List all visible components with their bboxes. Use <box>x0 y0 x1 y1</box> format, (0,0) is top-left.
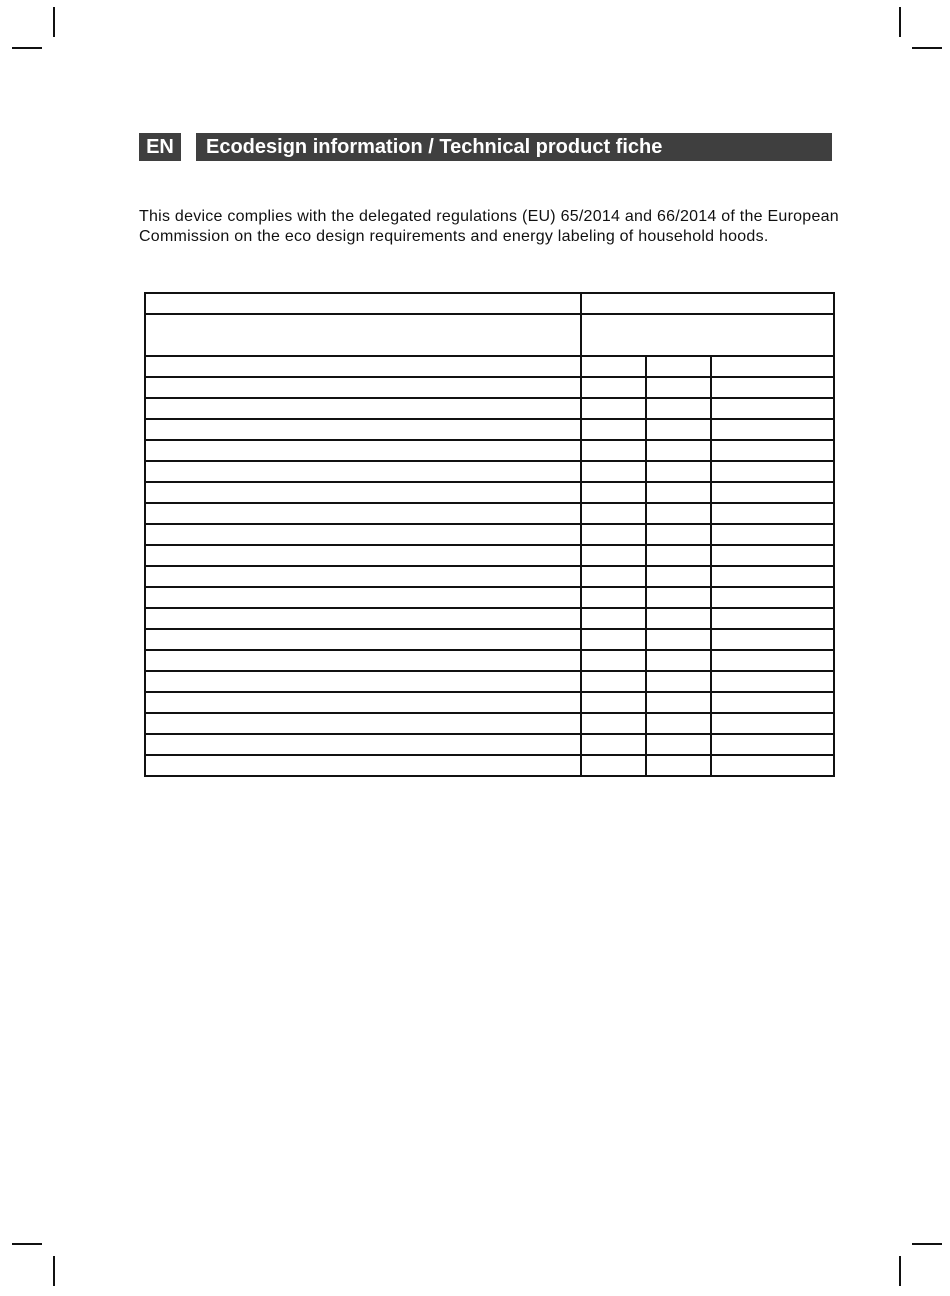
table-row <box>145 671 834 692</box>
table-cell <box>711 734 834 755</box>
table-cell <box>145 650 581 671</box>
table-cell <box>145 587 581 608</box>
table-cell <box>711 356 834 377</box>
table-row <box>145 524 834 545</box>
table-cell <box>145 398 581 419</box>
table-cell <box>581 503 646 524</box>
table-row <box>145 419 834 440</box>
table-cell <box>646 692 711 713</box>
table-row <box>145 734 834 755</box>
table-cell <box>145 503 581 524</box>
table-cell <box>711 650 834 671</box>
table-cell <box>646 419 711 440</box>
crop-mark-top-right-horizontal <box>912 47 942 49</box>
table-row <box>145 440 834 461</box>
table-cell <box>145 671 581 692</box>
table-cell <box>581 314 834 356</box>
table-cell <box>646 503 711 524</box>
table-row <box>145 461 834 482</box>
table-cell <box>581 713 646 734</box>
table-cell <box>646 671 711 692</box>
table-row <box>145 587 834 608</box>
table-cell <box>145 734 581 755</box>
crop-mark-top-left-vertical <box>53 7 55 37</box>
table-cell <box>711 482 834 503</box>
crop-mark-bottom-left-horizontal <box>12 1243 42 1245</box>
crop-mark-bottom-left-vertical <box>53 1256 55 1286</box>
table-cell <box>581 461 646 482</box>
table-cell <box>581 755 646 776</box>
table-row <box>145 608 834 629</box>
table-cell <box>646 713 711 734</box>
table-cell <box>145 293 581 314</box>
table-cell <box>145 524 581 545</box>
table-cell <box>646 377 711 398</box>
language-badge: EN <box>139 133 181 161</box>
table-cell <box>581 377 646 398</box>
table-cell <box>711 671 834 692</box>
table-cell <box>581 608 646 629</box>
table-cell <box>646 566 711 587</box>
table-cell <box>711 545 834 566</box>
table-cell <box>145 755 581 776</box>
table-cell <box>646 629 711 650</box>
table-row <box>145 398 834 419</box>
table-cell <box>581 482 646 503</box>
table-cell <box>711 377 834 398</box>
table-cell <box>145 545 581 566</box>
table-cell <box>646 587 711 608</box>
table-cell <box>145 713 581 734</box>
table-cell <box>581 524 646 545</box>
table-cell <box>646 461 711 482</box>
table-cell <box>711 419 834 440</box>
table-cell <box>581 356 646 377</box>
table-cell <box>145 377 581 398</box>
table-row <box>145 692 834 713</box>
table-row <box>145 755 834 776</box>
table-cell <box>581 440 646 461</box>
table-cell <box>581 293 834 314</box>
table-row <box>145 545 834 566</box>
table-cell <box>646 398 711 419</box>
crop-mark-top-left-horizontal <box>12 47 42 49</box>
table-cell <box>145 482 581 503</box>
table-cell <box>711 461 834 482</box>
table-cell <box>711 503 834 524</box>
table-cell <box>646 524 711 545</box>
table-cell <box>711 524 834 545</box>
table-row <box>145 566 834 587</box>
table-cell <box>581 692 646 713</box>
table-cell <box>581 734 646 755</box>
table-cell <box>145 461 581 482</box>
table-cell <box>646 545 711 566</box>
table-cell <box>646 755 711 776</box>
table-cell <box>646 608 711 629</box>
table-cell <box>145 692 581 713</box>
table-cell <box>711 587 834 608</box>
table-row <box>145 713 834 734</box>
table-row <box>145 482 834 503</box>
table-cell <box>145 608 581 629</box>
table-cell <box>711 398 834 419</box>
table-cell <box>581 629 646 650</box>
table-row <box>145 356 834 377</box>
crop-mark-bottom-right-horizontal <box>912 1243 942 1245</box>
table-cell <box>581 587 646 608</box>
table-cell <box>581 419 646 440</box>
page-title: Ecodesign information / Technical product fiche <box>196 133 832 161</box>
table-cell <box>711 713 834 734</box>
table-cell <box>711 755 834 776</box>
table-cell <box>711 608 834 629</box>
table-row <box>145 629 834 650</box>
table-cell <box>145 419 581 440</box>
intro-paragraph: This device complies with the delegated regulations (EU) 65/2014 and 66/2014 of the European Commission on the eco design requirements and energy labeling of household hoods. <box>139 208 839 245</box>
table-cell <box>646 650 711 671</box>
table-row <box>145 377 834 398</box>
table-cell <box>646 734 711 755</box>
table-row <box>145 650 834 671</box>
table-cell <box>145 314 581 356</box>
table-header-row <box>145 314 834 356</box>
table-cell <box>581 398 646 419</box>
table-cell <box>145 629 581 650</box>
table-cell <box>581 650 646 671</box>
table-cell <box>581 566 646 587</box>
technical-fiche-table <box>144 292 835 777</box>
table-cell <box>711 440 834 461</box>
table-cell <box>711 629 834 650</box>
table-cell <box>711 566 834 587</box>
crop-mark-top-right-vertical <box>899 7 901 37</box>
table-cell <box>581 545 646 566</box>
table-cell <box>711 692 834 713</box>
table-cell <box>145 440 581 461</box>
table-cell <box>145 356 581 377</box>
table-header-row <box>145 293 834 314</box>
table-cell <box>646 440 711 461</box>
crop-mark-bottom-right-vertical <box>899 1256 901 1286</box>
table-cell <box>646 356 711 377</box>
table-cell <box>145 566 581 587</box>
table-cell <box>646 482 711 503</box>
table-row <box>145 503 834 524</box>
table-cell <box>581 671 646 692</box>
